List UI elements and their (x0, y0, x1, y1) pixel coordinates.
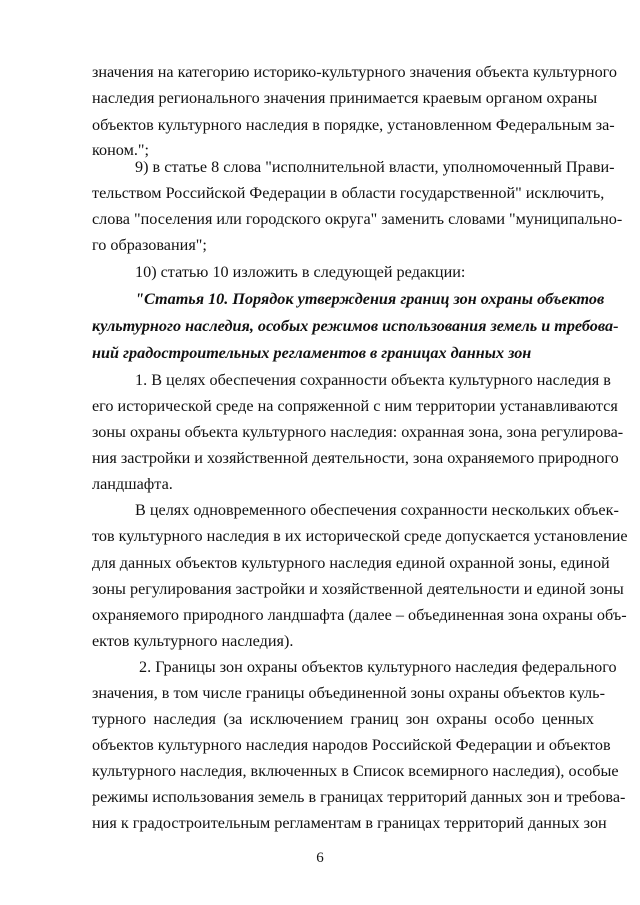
text-line: значения на категорию историко-культурного значения объекта культурного (92, 63, 617, 81)
text-line: для данных объектов культурного наследия единой охранной зоны, единой (92, 554, 610, 572)
text-line: турного наследия (за исключением границ зон охраны особо ценных (92, 710, 594, 728)
page-number: 6 (316, 850, 324, 866)
text-line: объектов культурного наследия народов Российской Федерации и объектов (92, 736, 611, 754)
text-line: зоны регулирования застройки и хозяйственной деятельности и единой зоны (92, 580, 624, 598)
text-line: объектов культурного наследия в порядке, установленном Федеральным за- (92, 116, 615, 134)
text-line: ния к градостроительным регламентам в границах территорий данных зон (92, 814, 607, 832)
text-line: В целях одновременного обеспечения сохранности нескольких объек- (135, 501, 619, 519)
text-line: го образования"; (92, 236, 207, 254)
text-line: 1. В целях обеспечения сохранности объекта культурного наследия в (135, 371, 611, 389)
text-line: его исторической среде на сопряженной с ним территории устанавливаются (92, 397, 618, 415)
text-line: наследия регионального значения принимается краевым органом охраны (92, 89, 598, 107)
text-line: ектов культурного наследия). (92, 632, 294, 650)
text-line: зоны охраны объекта культурного наследия: охранная зона, зона регулирова- (92, 423, 624, 441)
text-line: тельством Российской Федерации в области государственной" исключить, (92, 184, 605, 202)
article-heading-line: культурного наследия, особых режимов использования земель и требова- (92, 317, 619, 335)
text-line: 10) статью 10 изложить в следующей редакции: (135, 263, 466, 281)
text-line: коном."; (92, 141, 149, 159)
text-line: значения, в том числе границы объединенной зоны охраны объектов куль- (92, 684, 605, 702)
text-line: тов культурного наследия в их исторической среде допускается установление (92, 527, 628, 545)
text-line: ландшафта. (92, 475, 173, 493)
text-line: 2. Границы зон охраны объектов культурного наследия федерального (139, 658, 617, 676)
text-line: режимы использования земель в границах территорий данных зон и требова- (92, 788, 626, 806)
text-line: слова "поселения или городского округа" заменить словами "муниципально- (92, 210, 623, 228)
text-line: охраняемого природного ландшафта (далее – объединенная зона охраны объ- (92, 606, 627, 624)
text-line: 9) в статье 8 слова "исполнительной власти, уполномоченный Прави- (135, 158, 615, 176)
article-heading-line: "Статья 10. Порядок утверждения границ зон охраны объектов (135, 290, 605, 308)
text-line: ния застройки и хозяйственной деятельности, зона охраняемого природного (92, 449, 619, 467)
article-heading-line: ний градостроительных регламентов в границах данных зон (92, 344, 532, 362)
text-line: культурного наследия, включенных в Список всемирного наследия), особые (92, 762, 619, 780)
